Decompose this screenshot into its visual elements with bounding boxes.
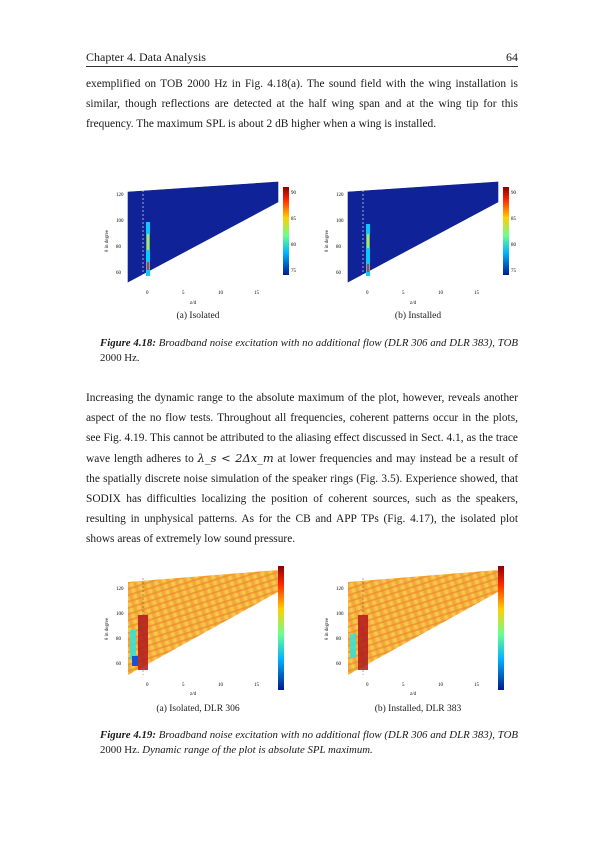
x-axis-label: z/d — [190, 301, 197, 306]
x-tick: 10 — [218, 291, 223, 296]
paragraph-1: exemplified on TOB 2000 Hz in Fig. 4.18(a). The sound field with the wing installation is similar, though reflections are detected at the half wing span and at the wing tip for this frequency. The maximum SPL is about 2 dB higher when a wing is installed. — [86, 78, 518, 130]
domain-4-19b — [348, 570, 498, 675]
x-tick: 0 — [146, 683, 149, 688]
paragraph-2-part2: at lower frequencies and may instead be a result of the spatially discrete noise simulation of the speaker rings (Fig. 3.5). Experience showed, that SODIX has difficulties localizing the position of coherent sources, such as the speakers, resulting in unphysical patterns. As for the CB and APP TPs (Fig. 4.17), the isolated plot shows areas of extremely low sound pressure. — [86, 453, 518, 545]
y-tick: 100 — [116, 219, 124, 224]
domain-4-19a — [128, 570, 278, 675]
x-tick: 5 — [402, 291, 405, 296]
y-tick: 120 — [116, 587, 124, 592]
colorbar-4-18b — [503, 187, 509, 275]
figure-4-19b — [318, 560, 518, 710]
x-axis-label: z/d — [190, 692, 197, 697]
cb-tick: 80 — [511, 243, 516, 248]
figure-caption-4-18 — [100, 336, 518, 366]
cb-tick: 80 — [291, 243, 296, 248]
page-number: 64 — [506, 50, 518, 64]
plot-4-19a — [98, 560, 298, 710]
y-tick: 60 — [336, 271, 341, 276]
y-axis-label: θ in degree — [105, 617, 110, 640]
y-tick: 80 — [336, 637, 341, 642]
x-axis-label: z/d — [410, 692, 417, 697]
y-tick: 120 — [336, 587, 344, 592]
y-tick: 120 — [336, 193, 344, 198]
x-tick: 0 — [146, 291, 149, 296]
y-tick: 60 — [336, 662, 341, 667]
x-tick: 5 — [182, 291, 185, 296]
y-tick: 60 — [116, 271, 121, 276]
low-patch-4-19b — [350, 634, 356, 658]
subcaption-4-18a: (a) Isolated — [176, 311, 220, 321]
x-tick: 10 — [438, 291, 443, 296]
subcaption-4-19b: (b) Installed, DLR 383 — [374, 704, 462, 714]
y-tick: 80 — [116, 245, 121, 250]
x-tick: 10 — [218, 683, 223, 688]
low-patch2-4-19a — [132, 656, 138, 666]
x-tick: 10 — [438, 683, 443, 688]
cb-tick: 85 — [511, 217, 516, 222]
caption-freq: 2000 Hz. — [100, 744, 140, 756]
figure-4-18b — [318, 172, 518, 322]
cb-tick: 75 — [511, 269, 516, 274]
x-tick: 5 — [182, 683, 185, 688]
paragraph-2-part1: Increasing the dynamic range to the absolute maximum of the plot, however, reveals another aspect of the no flow tests. Throughout all frequencies, coherent patterns occur in the plots, see Fig. 4.19. This cannot be attributed to the aliasing effect discussed in Sect. 4.1, as the trace wave length adheres to — [86, 392, 518, 465]
source-hot2-4-18b — [367, 264, 369, 272]
caption-label: Figure 4.19: — [100, 729, 156, 741]
caption-text: Broadband noise excitation with no additional flow (DLR 306 and DLR 383), TOB — [158, 729, 519, 741]
x-tick: 5 — [402, 683, 405, 688]
header-rule — [86, 66, 518, 67]
source-hot-4-18a — [147, 234, 149, 250]
cb-tick: 90 — [511, 191, 516, 196]
y-axis-label: θ in degree — [325, 617, 330, 640]
domain-shade-4-18a — [128, 182, 278, 282]
y-axis-label: θ in degree — [105, 229, 110, 252]
x-tick: 0 — [366, 291, 369, 296]
chapter-title: Chapter 4. Data Analysis — [86, 50, 206, 64]
inline-math: λ_s < 2Δx_m — [197, 451, 274, 465]
subcaption-4-18b: (b) Installed — [394, 311, 442, 321]
plot-4-18b — [318, 172, 518, 322]
source-hot-4-18b — [367, 234, 369, 248]
colorbar-4-18a — [283, 187, 289, 275]
figure-caption-4-19 — [100, 728, 518, 758]
figure-4-18a — [98, 172, 298, 322]
cb-tick: 90 — [291, 191, 296, 196]
domain-shade-4-18b — [348, 182, 498, 282]
x-tick: 15 — [254, 683, 259, 688]
cb-tick: 75 — [291, 269, 296, 274]
y-tick: 80 — [116, 637, 121, 642]
x-axis-label: z/d — [410, 301, 417, 306]
caption-text: Broadband noise excitation with no additional flow (DLR 306 and DLR 383), TOB — [158, 337, 519, 349]
plot-4-19b — [318, 560, 518, 710]
colorbar-4-19a — [278, 566, 284, 690]
caption-freq: 2000 Hz. — [100, 352, 140, 364]
y-tick: 100 — [116, 612, 124, 617]
y-tick: 100 — [336, 219, 344, 224]
plot-4-18a — [98, 172, 298, 322]
subcaption-4-19a: (a) Isolated, DLR 306 — [156, 704, 240, 714]
y-tick: 80 — [336, 245, 341, 250]
x-tick: 15 — [254, 291, 259, 296]
y-axis-label: θ in degree — [325, 229, 330, 252]
x-tick: 15 — [474, 291, 479, 296]
colorbar-4-19b — [498, 566, 504, 690]
y-tick: 120 — [116, 193, 124, 198]
figure-4-19a — [98, 560, 298, 710]
low-patch-4-19a — [130, 630, 136, 660]
cb-tick: 85 — [291, 217, 296, 222]
x-tick: 0 — [366, 683, 369, 688]
caption-label: Figure 4.18: — [100, 337, 156, 349]
paragraph-2 — [86, 388, 518, 549]
y-tick: 100 — [336, 612, 344, 617]
caption-text-2: Dynamic range of the plot is absolute SPL maximum. — [142, 744, 373, 756]
source-hot2-4-18a — [147, 262, 149, 270]
page-header — [86, 50, 518, 65]
x-tick: 15 — [474, 683, 479, 688]
y-tick: 60 — [116, 662, 121, 667]
